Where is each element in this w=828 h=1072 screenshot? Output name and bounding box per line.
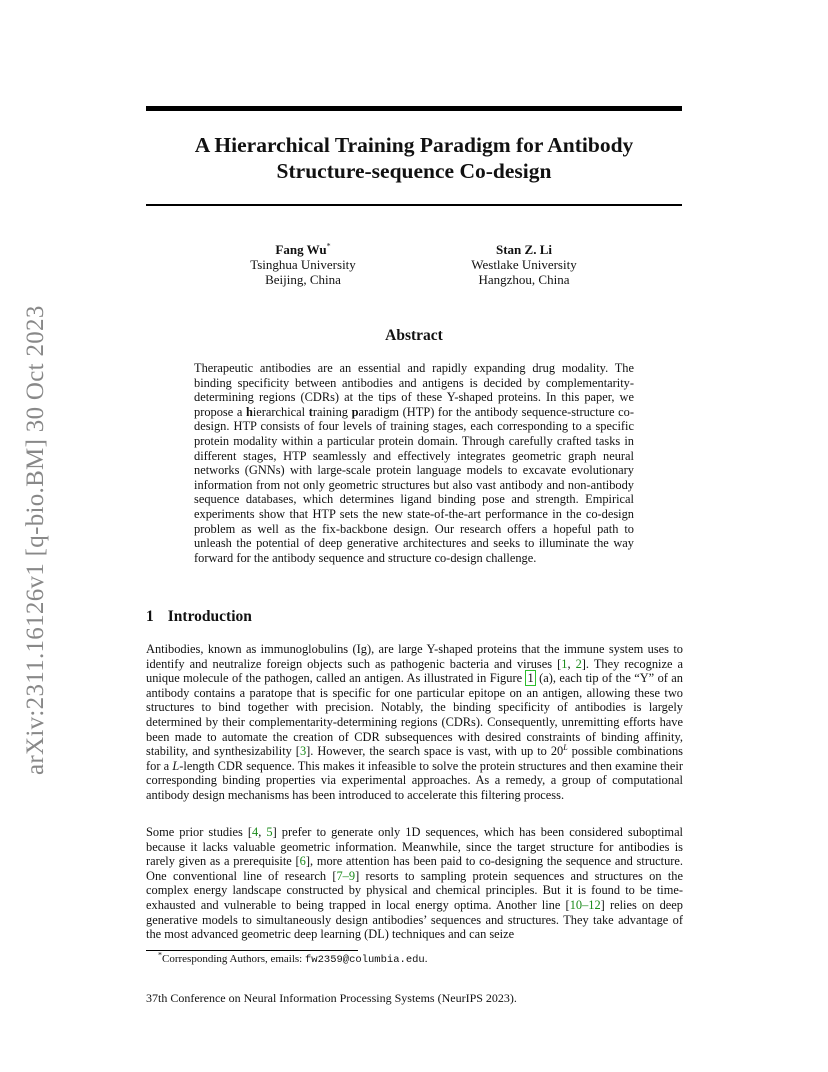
footnote-rule [146, 950, 358, 951]
title-bottom-rule [146, 204, 682, 206]
arxiv-stamp: arXiv:2311.16126v1 [q-bio.BM] 30 Oct 2023 [22, 305, 49, 775]
author-affiliation: Tsinghua University [250, 257, 356, 272]
author-block-2 [424, 242, 624, 287]
math-variable: L [172, 758, 180, 773]
author-name: Stan Z. Li [496, 242, 552, 257]
section-heading-introduction: 1 Introduction [146, 608, 252, 625]
intro-paragraph-1: Antibodies, known as immunoglobulins (Ig), are large Y-shaped proteins that the immune system uses to identify and neutralize foreign objects such as pathogenic bacteria and viruses [1, 2]. They recognize a unique molecule of the pathogen, called an antigen. As illustrated in Figure 1 (a), each tip of the “Y” of an antibody contains a paratope that is specific for one particular epitope on an antigen, allowing these two structures to bind together with precision. Notably, the binding specificity of antibodies is largely determined by their complementarity-determining regions (CDRs). Consequently, unremitting efforts have been made to automate the creation of CDR subsequences with desired constraints of binding affinity, stability, and synthesizability [3]. However, the search space is vast, with up to $20^L$ possible combinations for a L-length CDR sequence. This makes it infeasible to solve the protein structures and then examine their corresponding binding properties via experimental approaches. As a remedy, a group of computational antibody design mechanisms has been introduced to accelerate this filtering process. [146, 642, 684, 802]
paper-title [146, 132, 682, 184]
citation-link[interactable]: 5 [266, 825, 273, 839]
citation-link[interactable]: 7–9 [336, 868, 356, 883]
title-top-rule [146, 106, 682, 111]
citation-link[interactable]: 3 [299, 744, 307, 759]
title-line-2: Structure-sequence Co-design [276, 159, 552, 183]
citation-link[interactable]: 1 [561, 656, 568, 671]
footnote-mark: * [158, 950, 162, 960]
math-expression: $20^L$ [550, 743, 568, 759]
corresponding-mark: * [326, 241, 331, 251]
author-affiliation: Westlake University [471, 257, 577, 272]
conference-note: 37th Conference on Neural Information Processing Systems (NeurIPS 2023). [146, 991, 517, 1005]
author-block-1 [203, 242, 403, 287]
author-name: Fang Wu* [275, 241, 331, 257]
author-location: Beijing, China [265, 272, 341, 287]
intro-paragraph-2: Some prior studies [4, 5] prefer to generate only 1D sequences, which has been considered suboptimal because it lacks valuable geometric information. Meanwhile, since the target structure for antibodies is rarely given as a prerequisite [6], more attention has been paid to co-designing the sequence and structure. One conventional line of research [7–9] resorts to sampling protein sequences and structures on the complex energy landscape constructed by physical and chemical principles. But it is found to be time-exhausted and vulnerable to being trapped in local energy optima. Another line [10–12] relies on deep generative models to simultaneously design antibodies’ sequences and structures. They take advantage of the most advanced geometric deep learning (DL) techniques and can seize [146, 825, 684, 942]
email-link[interactable]: fw2359@columbia.edu [305, 954, 425, 966]
abstract-text: Therapeutic antibodies are an essential and rapidly expanding drug modality. The binding specificity between antibodies and antigens is decided by complementarity-determining regions (CDRs) at the tips of these Y-shaped proteins. In this paper, we propose a hierarchical training paradigm (HTP) for the antibody sequence-structure co-design. HTP consists of four levels of training stages, each corresponding to a specific protein modality within a particular protein domain. Through carefully crafted tasks in different stages, HTP seamlessly and effectively integrates geometric graph neural networks (GNNs) with large-scale protein language models to excavate evolutionary information from not only geometric structures but also vast antibody and non-antibody sequence databases, which determines ligand binding pose and strength. Empirical experiments show that HTP sets the new state-of-the-art performance in the co-design problem as well as the fix-backbone design. Our research offers a hopeful path to unleash the potential of deep generative architectures and seeks to illuminate the way forward for the antibody sequence and structure co-design challenge. [194, 361, 634, 565]
author-location: Hangzhou, China [478, 272, 570, 287]
citation-link[interactable]: 6 [299, 854, 306, 869]
figure-link[interactable]: 1 [527, 671, 534, 686]
citation-link[interactable]: 4 [252, 825, 259, 839]
citation-link[interactable]: 10–12 [569, 897, 601, 912]
citation-link[interactable]: 2 [575, 656, 582, 671]
footnote: *Corresponding Authors, emails: fw2359@columbia.edu. [158, 950, 428, 966]
title-line-1: A Hierarchical Training Paradigm for Antibody [194, 133, 634, 157]
abstract-heading: Abstract [385, 327, 443, 344]
